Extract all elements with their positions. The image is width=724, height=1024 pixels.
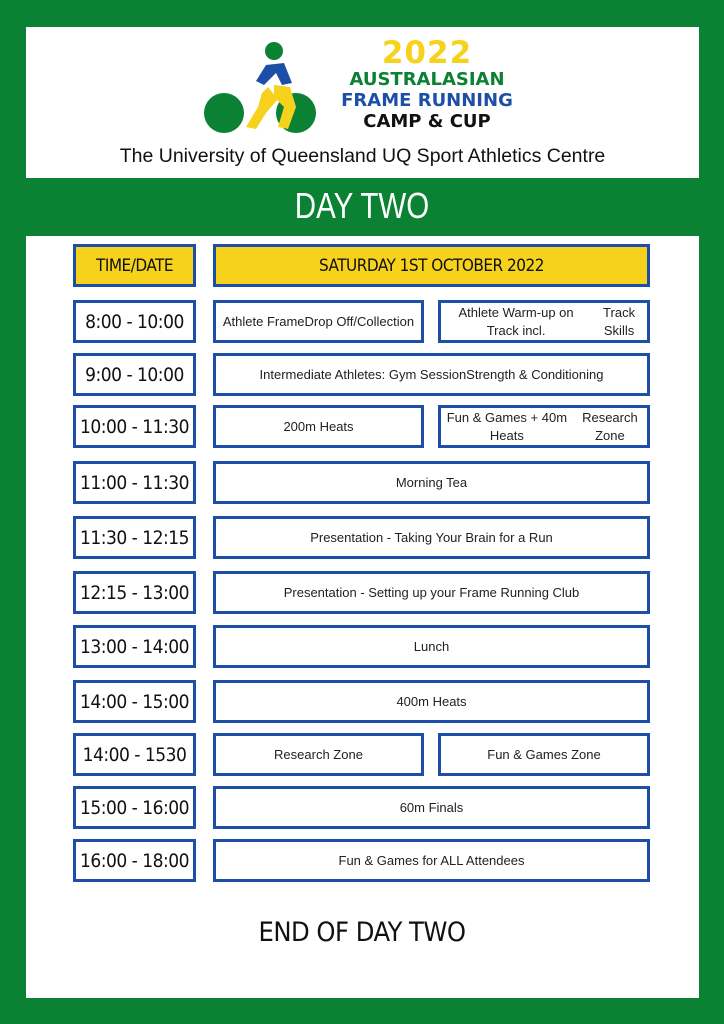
time-slot	[73, 516, 196, 559]
cell-text-line: Athlete Warm-up on Track incl.	[458, 304, 574, 338]
cell-text-line: Presentation - Taking Your Brain for a Run	[310, 529, 553, 545]
time-slot	[73, 839, 196, 882]
cell-text-line: Fun & Games + 40m Heats	[446, 409, 568, 443]
cell-text-line: 200m Heats	[283, 418, 354, 434]
time-slot	[73, 680, 196, 723]
time-slot-label: 15:00 - 16:00	[79, 796, 190, 819]
time-slot	[73, 786, 196, 829]
time-slot-label: 13:00 - 14:00	[79, 635, 190, 658]
brand-line-1: AUSTRALASIAN	[349, 69, 505, 90]
cell-text-line: Morning Tea	[395, 474, 468, 490]
activity-cell-right	[438, 405, 650, 448]
time-slot-label: 11:30 - 12:15	[79, 526, 190, 549]
cell-text-line: Drop Off/Collection	[304, 313, 415, 329]
header-date	[213, 244, 650, 287]
time-slot	[73, 405, 196, 448]
cell-text-line: Track Skills	[603, 304, 636, 338]
time-slot-label: 12:15 - 13:00	[79, 581, 190, 604]
cell-text-line: Athlete Frame	[222, 313, 305, 329]
time-slot	[73, 571, 196, 614]
time-slot	[73, 300, 196, 343]
time-slot-label: 10:00 - 11:30	[79, 415, 190, 438]
time-slot	[73, 461, 196, 504]
activity-cell-left	[213, 733, 424, 776]
activity-cell	[213, 839, 650, 882]
schedule-panel	[26, 236, 699, 998]
time-slot-label: 9:00 - 10:00	[85, 363, 184, 386]
time-slot	[73, 353, 196, 396]
time-slot	[73, 733, 196, 776]
time-slot-label: 11:00 - 11:30	[79, 471, 190, 494]
cell-text-line: Strength & Conditioning	[466, 366, 604, 382]
brand-wordmark	[322, 37, 532, 132]
header-time-date	[73, 244, 196, 287]
brand-year: 2022	[381, 35, 473, 71]
activity-cell-left	[213, 405, 424, 448]
activity-cell	[213, 625, 650, 668]
time-slot-label: 8:00 - 10:00	[85, 310, 184, 333]
brand-line-2: FRAME RUNNING	[341, 90, 513, 111]
day-title: DAY TWO	[294, 185, 430, 226]
end-of-day-label: END OF DAY TWO	[258, 917, 466, 948]
cell-text-line: Fun & Games for ALL Attendees	[338, 852, 525, 868]
activity-cell-right	[438, 733, 650, 776]
cell-text-line: Research Zone	[582, 409, 638, 443]
frame-running-logo-icon	[204, 41, 334, 137]
cell-text-line: 60m Finals	[399, 799, 464, 815]
brand-line-3: CAMP & CUP	[363, 111, 491, 132]
time-slot	[73, 625, 196, 668]
activity-cell-left	[213, 300, 424, 343]
header-time-label: TIME/DATE	[96, 255, 173, 276]
cell-text-line: 400m Heats	[396, 693, 467, 709]
header-banner	[26, 27, 699, 178]
activity-cell	[213, 786, 650, 829]
header-date-label: SATURDAY 1ST OCTOBER 2022	[319, 255, 544, 276]
activity-cell	[213, 680, 650, 723]
time-slot-label: 16:00 - 18:00	[79, 849, 190, 872]
venue-name: The University of Queensland UQ Sport Athletics Centre	[119, 145, 606, 167]
cell-text-line: Fun & Games Zone	[487, 746, 601, 762]
activity-cell	[213, 571, 650, 614]
activity-cell-right	[438, 300, 650, 343]
cell-text-line: Intermediate Athletes: Gym Session	[259, 366, 467, 382]
time-slot-label: 14:00 - 15:00	[79, 690, 190, 713]
activity-cell	[213, 516, 650, 559]
cell-text-line: Research Zone	[274, 746, 363, 762]
time-slot-label: 14:00 - 1530	[82, 743, 187, 766]
activity-cell	[213, 353, 650, 396]
cell-text-line: Presentation - Setting up your Frame Running Club	[283, 584, 580, 600]
cell-text-line: Lunch	[413, 638, 450, 654]
activity-cell	[213, 461, 650, 504]
